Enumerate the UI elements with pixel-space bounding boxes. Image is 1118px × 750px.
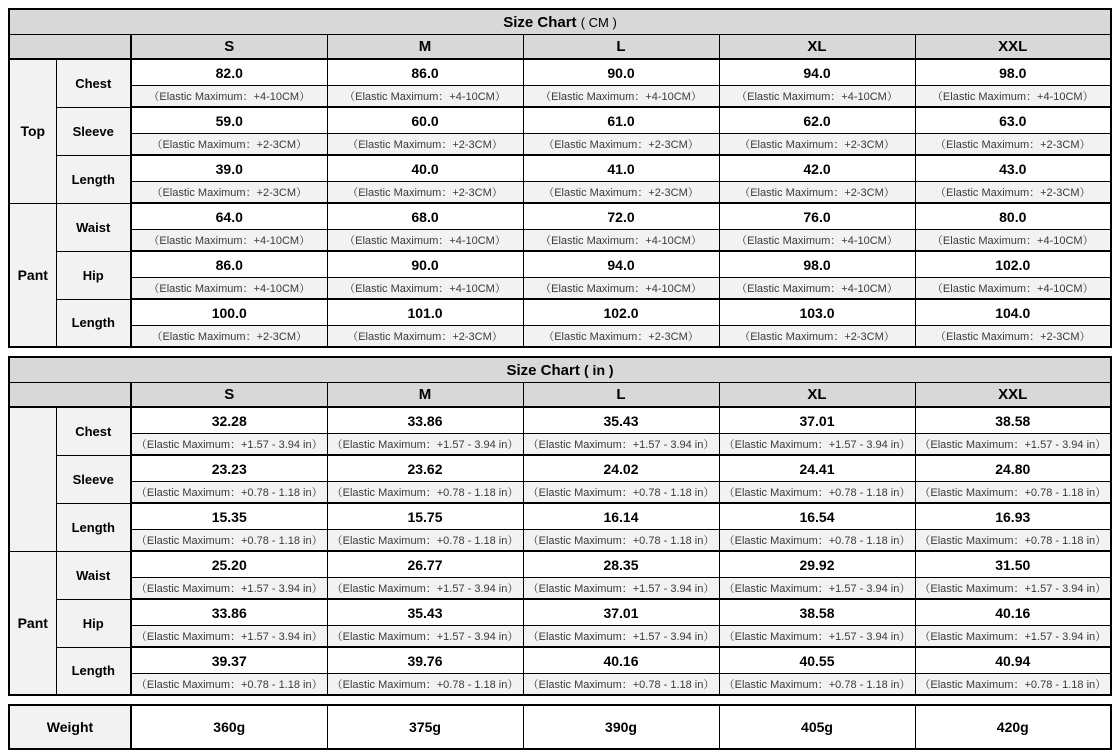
elastic-note-cell: （Elastic Maximum：+2-3CM） [915,134,1111,156]
measure-value-cell: 100.0 [131,299,327,326]
measurement-value-row [9,107,1111,134]
elastic-note-cell: （Elastic Maximum：+2-3CM） [131,182,327,204]
weight-value-cell: 390g [523,705,719,749]
measure-value-cell: 40.16 [915,599,1111,626]
measure-value-cell: 35.43 [327,599,523,626]
measure-label-cell: Hip [56,599,131,647]
elastic-note-cell: （Elastic Maximum：+2-3CM） [719,326,915,348]
measure-value-cell: 23.62 [327,455,523,482]
measure-value-cell: 26.77 [327,551,523,578]
elastic-note-row [9,182,1111,204]
measurement-value-row [9,647,1111,674]
elastic-note-cell: （Elastic Maximum：+2-3CM） [915,182,1111,204]
measure-value-cell: 61.0 [523,107,719,134]
measure-value-cell: 15.35 [131,503,327,530]
elastic-note-cell: （Elastic Maximum：+4-10CM） [131,230,327,252]
elastic-note-cell: （Elastic Maximum：+0.78 - 1.18 in） [131,530,327,552]
elastic-note-cell: （Elastic Maximum：+1.57 - 3.94 in） [327,578,523,600]
elastic-note-cell: （Elastic Maximum：+2-3CM） [523,182,719,204]
elastic-note-cell: （Elastic Maximum：+2-3CM） [327,182,523,204]
measurement-value-row [9,503,1111,530]
elastic-note-cell: （Elastic Maximum：+2-3CM） [523,326,719,348]
measure-value-cell: 39.76 [327,647,523,674]
measurement-value-row [9,599,1111,626]
measurement-value-row [9,407,1111,434]
measure-value-cell: 32.28 [131,407,327,434]
table-title-main: Size Chart [506,361,580,379]
elastic-note-cell: （Elastic Maximum：+0.78 - 1.18 in） [327,482,523,504]
measure-value-cell: 102.0 [523,299,719,326]
size-column-header: M [327,35,523,60]
measure-value-cell: 33.86 [327,407,523,434]
elastic-note-cell: （Elastic Maximum：+1.57 - 3.94 in） [719,434,915,456]
elastic-note-cell: （Elastic Maximum：+1.57 - 3.94 in） [915,578,1111,600]
measure-value-cell: 60.0 [327,107,523,134]
elastic-note-row [9,674,1111,696]
weight-table [8,704,1112,750]
measure-value-cell: 29.92 [719,551,915,578]
measure-value-cell: 40.55 [719,647,915,674]
elastic-note-cell: （Elastic Maximum：+1.57 - 3.94 in） [915,434,1111,456]
group-label-cell: Top [9,59,56,203]
measure-value-cell: 63.0 [915,107,1111,134]
measure-value-cell: 39.0 [131,155,327,182]
measure-value-cell: 98.0 [915,59,1111,86]
elastic-note-cell: （Elastic Maximum：+4-10CM） [719,230,915,252]
elastic-note-cell: （Elastic Maximum：+1.57 - 3.94 in） [131,434,327,456]
size-column-header: S [131,35,327,60]
elastic-note-cell: （Elastic Maximum：+0.78 - 1.18 in） [523,674,719,696]
measure-label-cell: Waist [56,551,131,599]
measure-value-cell: 35.43 [523,407,719,434]
measure-value-cell: 38.58 [719,599,915,626]
size-column-header: S [131,383,327,408]
measure-label-cell: Sleeve [56,455,131,503]
elastic-note-cell: （Elastic Maximum：+0.78 - 1.18 in） [915,530,1111,552]
elastic-note-cell: （Elastic Maximum：+4-10CM） [327,86,523,108]
elastic-note-cell: （Elastic Maximum：+1.57 - 3.94 in） [719,626,915,648]
measure-value-cell: 15.75 [327,503,523,530]
measure-value-cell: 90.0 [523,59,719,86]
elastic-note-cell: （Elastic Maximum：+4-10CM） [327,278,523,300]
elastic-note-row [9,326,1111,348]
elastic-note-cell: （Elastic Maximum：+0.78 - 1.18 in） [523,482,719,504]
measure-value-cell: 94.0 [719,59,915,86]
size-chart-table-in [8,356,1112,696]
elastic-note-row [9,626,1111,648]
elastic-note-cell: （Elastic Maximum：+1.57 - 3.94 in） [327,626,523,648]
size-column-header: L [523,35,719,60]
elastic-note-cell: （Elastic Maximum：+4-10CM） [915,278,1111,300]
weight-label-cell: Weight [9,705,131,749]
measure-value-cell: 76.0 [719,203,915,230]
measurement-value-row [9,299,1111,326]
table-title-unit: ( in ) [584,361,614,378]
measure-value-cell: 82.0 [131,59,327,86]
measure-value-cell: 16.14 [523,503,719,530]
weight-value-cell: 360g [131,705,327,749]
elastic-note-cell: （Elastic Maximum：+2-3CM） [327,134,523,156]
elastic-note-cell: （Elastic Maximum：+0.78 - 1.18 in） [915,482,1111,504]
measurement-value-row [9,551,1111,578]
measurement-value-row [9,203,1111,230]
measurement-value-row [9,59,1111,86]
elastic-note-row [9,278,1111,300]
elastic-note-cell: （Elastic Maximum：+1.57 - 3.94 in） [327,434,523,456]
elastic-note-row [9,434,1111,456]
weight-row [9,705,1111,749]
measure-label-cell: Length [56,155,131,203]
measure-value-cell: 98.0 [719,251,915,278]
measure-value-cell: 68.0 [327,203,523,230]
elastic-note-cell: （Elastic Maximum：+0.78 - 1.18 in） [327,674,523,696]
measure-value-cell: 25.20 [131,551,327,578]
weight-value-cell: 405g [719,705,915,749]
measure-label-cell: Chest [56,407,131,455]
table-title [9,357,1111,383]
elastic-note-row [9,578,1111,600]
elastic-note-cell: （Elastic Maximum：+4-10CM） [523,86,719,108]
elastic-note-cell: （Elastic Maximum：+1.57 - 3.94 in） [719,578,915,600]
elastic-note-cell: （Elastic Maximum：+4-10CM） [719,86,915,108]
size-column-header: M [327,383,523,408]
elastic-note-cell: （Elastic Maximum：+0.78 - 1.18 in） [719,530,915,552]
measure-label-cell: Length [56,503,131,551]
size-column-header: XL [719,35,915,60]
elastic-note-cell: （Elastic Maximum：+0.78 - 1.18 in） [131,674,327,696]
measure-value-cell: 39.37 [131,647,327,674]
measure-value-cell: 41.0 [523,155,719,182]
header-corner-cell [9,35,131,60]
elastic-note-cell: （Elastic Maximum：+0.78 - 1.18 in） [523,530,719,552]
elastic-note-row [9,482,1111,504]
elastic-note-cell: （Elastic Maximum：+2-3CM） [131,326,327,348]
measure-value-cell: 72.0 [523,203,719,230]
elastic-note-cell: （Elastic Maximum：+1.57 - 3.94 in） [915,626,1111,648]
measure-value-cell: 40.16 [523,647,719,674]
measure-value-cell: 86.0 [131,251,327,278]
elastic-note-cell: （Elastic Maximum：+2-3CM） [915,326,1111,348]
measure-value-cell: 37.01 [719,407,915,434]
measure-label-cell: Length [56,299,131,347]
elastic-note-cell: （Elastic Maximum：+1.57 - 3.94 in） [131,578,327,600]
elastic-note-cell: （Elastic Maximum：+4-10CM） [915,230,1111,252]
measure-label-cell: Length [56,647,131,695]
elastic-note-cell: （Elastic Maximum：+4-10CM） [915,86,1111,108]
elastic-note-cell: （Elastic Maximum：+4-10CM） [131,278,327,300]
measure-value-cell: 80.0 [915,203,1111,230]
group-label-cell: Pant [9,203,56,347]
measure-value-cell: 40.94 [915,647,1111,674]
measure-value-cell: 31.50 [915,551,1111,578]
measure-label-cell: Waist [56,203,131,251]
measure-label-cell: Hip [56,251,131,299]
measure-value-cell: 101.0 [327,299,523,326]
size-column-header: XL [719,383,915,408]
elastic-note-cell: （Elastic Maximum：+1.57 - 3.94 in） [523,434,719,456]
elastic-note-cell: （Elastic Maximum：+1.57 - 3.94 in） [523,578,719,600]
elastic-note-cell: （Elastic Maximum：+4-10CM） [719,278,915,300]
elastic-note-cell: （Elastic Maximum：+0.78 - 1.18 in） [327,530,523,552]
elastic-note-row [9,230,1111,252]
table-title-row [9,9,1111,35]
elastic-note-cell: （Elastic Maximum：+2-3CM） [719,182,915,204]
measure-value-cell: 33.86 [131,599,327,626]
measure-value-cell: 103.0 [719,299,915,326]
elastic-note-cell: （Elastic Maximum：+0.78 - 1.18 in） [719,482,915,504]
size-chart-tables [8,8,1110,696]
elastic-note-cell: （Elastic Maximum：+2-3CM） [131,134,327,156]
measure-value-cell: 104.0 [915,299,1111,326]
elastic-note-cell: （Elastic Maximum：+1.57 - 3.94 in） [131,626,327,648]
measure-value-cell: 59.0 [131,107,327,134]
size-header-row [9,383,1111,408]
table-title [9,9,1111,35]
measure-value-cell: 28.35 [523,551,719,578]
elastic-note-row [9,134,1111,156]
measurement-value-row [9,251,1111,278]
weight-value-cell: 375g [327,705,523,749]
measure-value-cell: 90.0 [327,251,523,278]
measure-value-cell: 16.93 [915,503,1111,530]
size-column-header: XXL [915,35,1111,60]
group-label-cell: Pant [9,551,56,695]
elastic-note-cell: （Elastic Maximum：+4-10CM） [523,230,719,252]
measure-value-cell: 62.0 [719,107,915,134]
header-corner-cell [9,383,131,408]
size-column-header: XXL [915,383,1111,408]
elastic-note-cell: （Elastic Maximum：+2-3CM） [327,326,523,348]
measure-value-cell: 24.02 [523,455,719,482]
size-chart-table-cm [8,8,1112,348]
measure-value-cell: 38.58 [915,407,1111,434]
measure-value-cell: 37.01 [523,599,719,626]
size-column-header: L [523,383,719,408]
measure-value-cell: 42.0 [719,155,915,182]
elastic-note-cell: （Elastic Maximum：+4-10CM） [327,230,523,252]
table-title-row [9,357,1111,383]
measure-value-cell: 102.0 [915,251,1111,278]
table-title-main: Size Chart [503,13,577,31]
measurement-value-row [9,155,1111,182]
measure-value-cell: 86.0 [327,59,523,86]
measure-value-cell: 94.0 [523,251,719,278]
measure-value-cell: 64.0 [131,203,327,230]
elastic-note-cell: （Elastic Maximum：+0.78 - 1.18 in） [915,674,1111,696]
elastic-note-cell: （Elastic Maximum：+0.78 - 1.18 in） [131,482,327,504]
measure-value-cell: 23.23 [131,455,327,482]
elastic-note-cell: （Elastic Maximum：+2-3CM） [523,134,719,156]
elastic-note-cell: （Elastic Maximum：+4-10CM） [523,278,719,300]
elastic-note-cell: （Elastic Maximum：+4-10CM） [131,86,327,108]
measure-label-cell: Sleeve [56,107,131,155]
elastic-note-cell: （Elastic Maximum：+2-3CM） [719,134,915,156]
measure-value-cell: 43.0 [915,155,1111,182]
measure-label-cell: Chest [56,59,131,107]
measure-value-cell: 16.54 [719,503,915,530]
measure-value-cell: 40.0 [327,155,523,182]
weight-value-cell: 420g [915,705,1111,749]
table-title-unit: ( CM ) [580,14,617,30]
measurement-value-row [9,455,1111,482]
elastic-note-cell: （Elastic Maximum：+1.57 - 3.94 in） [523,626,719,648]
measure-value-cell: 24.41 [719,455,915,482]
measure-value-cell: 24.80 [915,455,1111,482]
size-header-row [9,35,1111,60]
group-label-cell [9,407,56,551]
elastic-note-row [9,86,1111,108]
elastic-note-row [9,530,1111,552]
elastic-note-cell: （Elastic Maximum：+0.78 - 1.18 in） [719,674,915,696]
